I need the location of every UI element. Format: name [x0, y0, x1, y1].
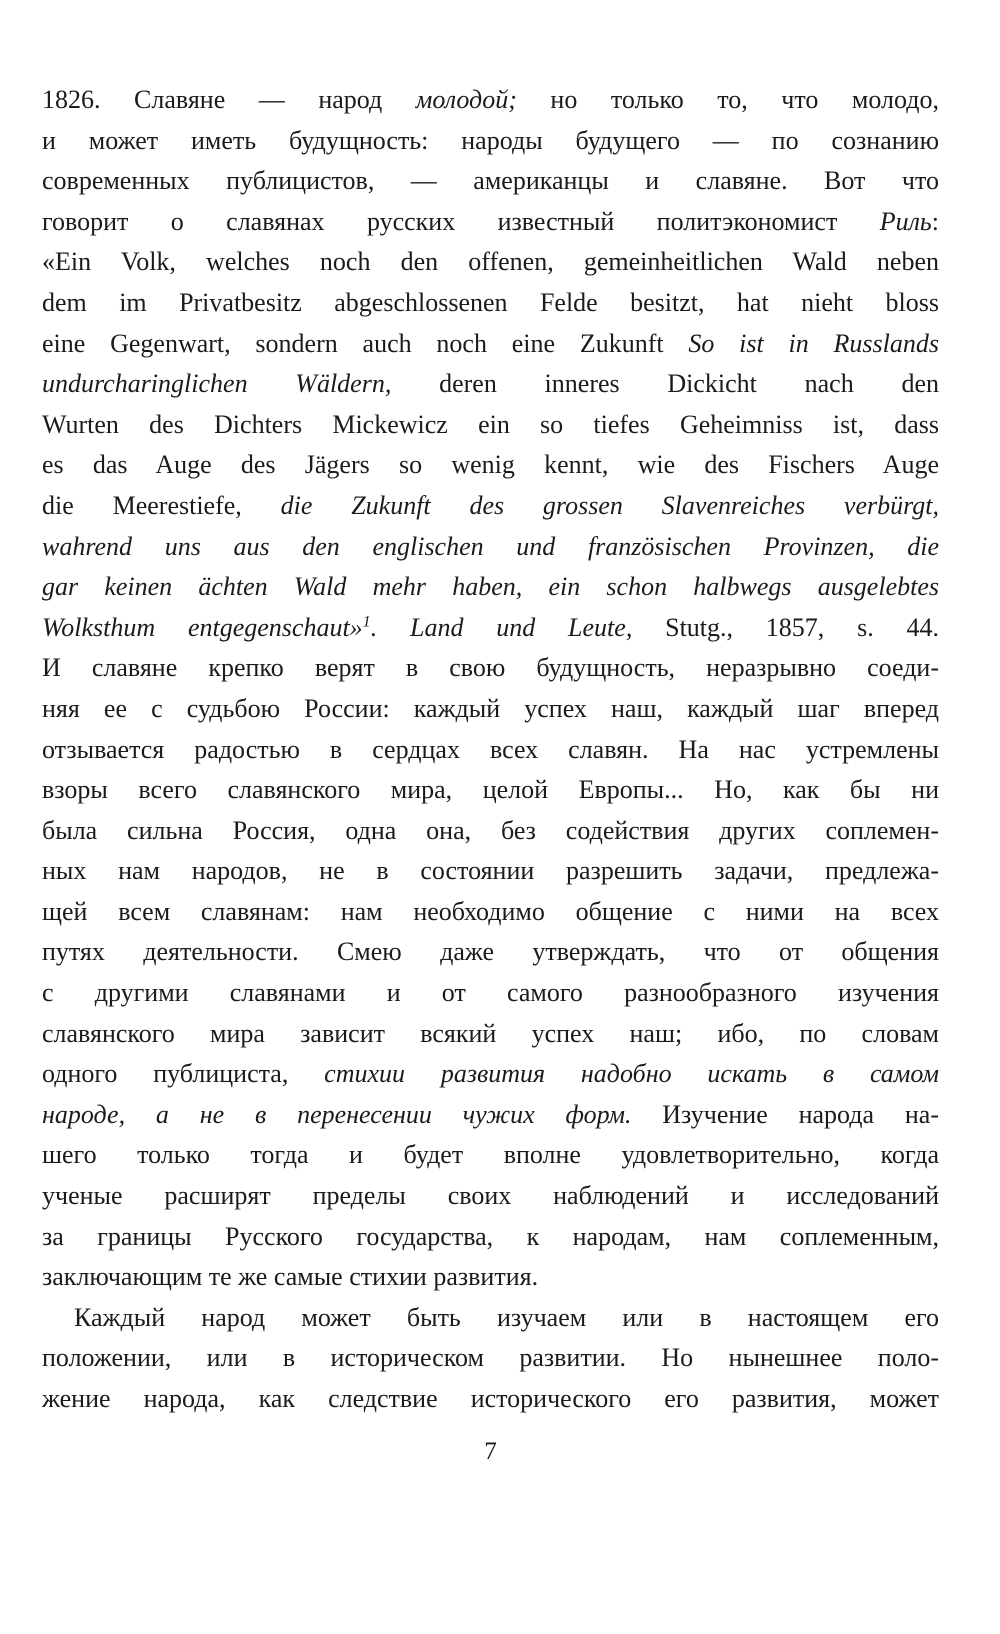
text-segment: стихии развития надобно искать в самом [324, 1059, 940, 1089]
text-line [42, 1338, 939, 1379]
text-segment: es das Auge des Jägers so wenig kennt, wie des Fischers Auge [42, 450, 939, 480]
footnote-marker: 1 [362, 613, 371, 631]
text-line [42, 445, 939, 486]
text-line [42, 1054, 939, 1095]
text-segment: undurcharinglichen Wäldern, [42, 369, 392, 399]
text-line [42, 770, 939, 811]
text-segment: славянского мира зависит всякий успех наш; ибо, по словам [42, 1018, 939, 1048]
text-segment: ученые расширят пределы своих наблюдений и исследований [42, 1181, 939, 1211]
text-segment: deren inneres Dickicht nach den [391, 369, 939, 399]
text-line [42, 1379, 939, 1420]
text-segment: Каждый народ может быть изучаем или в настоящем его [74, 1302, 939, 1332]
text-segment: няя ее с судьбою России: каждый успех наш, каждый шаг вперед [42, 693, 939, 723]
text-segment: 1826. Славяне — народ [42, 85, 416, 114]
text-segment: Изучение народа на- [631, 1099, 939, 1129]
text-line [42, 324, 939, 365]
text-segment: die Zukunft des grossen Slavenreiches verbürgt, [280, 490, 939, 520]
text-line [42, 527, 939, 568]
text-line [42, 1014, 939, 1055]
text-line [42, 608, 939, 649]
text-line [42, 1217, 939, 1258]
text-segment: положении, или в историческом развитии. Но нынешнее поло- [42, 1343, 939, 1373]
text-segment: Риль [879, 206, 932, 236]
text-line [42, 1176, 939, 1217]
text-segment: одного публициста, [42, 1059, 325, 1089]
text-line [42, 80, 939, 121]
text-segment: dem im Privatbesitz abgeschlossenen Felde besitzt, hat nieht bloss [42, 287, 939, 317]
text-segment: за границы Русского государства, к народам, нам соплеменным, [42, 1221, 939, 1251]
text-segment: щей всем славянам: нам необходимо общение с ними на всех [42, 896, 939, 926]
text-segment: eine Gegenwart, sondern auch noch eine Zukunft [42, 328, 689, 358]
text-line [42, 1298, 939, 1339]
text-line [42, 892, 939, 933]
text-segment: Wurten des Dichters Mickewicz ein so tiefes Geheimniss ist, dass [42, 409, 939, 439]
text-segment: Wolksthum entgegenschaut» [42, 612, 363, 642]
text-line [42, 730, 939, 771]
text-segment: «Ein Volk, welches noch den offenen, gemeinheitlichen Wald neben [42, 247, 939, 277]
text-line [42, 405, 939, 446]
text-line [42, 973, 939, 1014]
text-line [42, 1135, 939, 1176]
text-segment: wahrend uns aus den englischen und französischen Provinzen, die [42, 531, 939, 561]
text-segment: заключающим те же самые стихии развития. [42, 1262, 539, 1292]
text-line [42, 567, 939, 608]
text-segment: но только то, что молодо, [516, 85, 939, 114]
text-segment: . Land und Leute, [370, 612, 633, 642]
text-line [42, 364, 939, 405]
text-segment: И славяне крепко верят в свою будущность, неразрывно соеди- [42, 653, 939, 683]
text-line [42, 689, 939, 730]
text-segment: народе, а не в перенесении чужих форм. [42, 1099, 632, 1129]
text-segment: Stutg., 1857, s. 44. [632, 612, 939, 642]
text-line [42, 851, 939, 892]
text-segment: путях деятельности. Смею даже утверждать, что от общения [42, 937, 939, 967]
text-segment: и может иметь будущность: народы будущего — по сознанию [42, 125, 939, 155]
text-segment: So ist in Russlands [688, 328, 939, 358]
text-line [42, 486, 939, 527]
text-line [42, 932, 939, 973]
page-text [42, 80, 939, 1420]
text-segment: отзывается радостью в сердцах всех славян. На нас устремлены [42, 734, 939, 764]
text-line [42, 648, 939, 689]
text-segment: gar keinen ächten Wald mehr haben, ein schon halbwegs ausgelebtes [42, 572, 939, 602]
text-segment: была сильна Россия, одна она, без содействия других соплемен- [42, 815, 939, 845]
text-segment: взоры всего славянского мира, целой Европы... Но, как бы ни [42, 775, 939, 805]
text-segment: ных нам народов, не в состоянии разрешить задачи, предлежа- [42, 856, 939, 886]
text-segment: die Meerestiefe, [42, 490, 281, 520]
text-line [42, 121, 939, 162]
text-line [42, 811, 939, 852]
text-line [42, 283, 939, 324]
text-segment: шего только тогда и будет вполне удовлетворительно, когда [42, 1140, 939, 1170]
text-segment: молодой; [415, 85, 517, 114]
text-segment: жение народа, как следствие исторического его развития, может [42, 1384, 939, 1413]
text-segment: современных публицистов, — американцы и славяне. Вот что [42, 166, 939, 196]
text-line [42, 1095, 939, 1136]
text-line [42, 1257, 939, 1298]
text-segment: с другими славянами и от самого разнообразного изучения [42, 978, 939, 1008]
text-segment: говорит о славянах русских известный политэкономист [42, 206, 880, 236]
page-number: 7 [484, 1438, 497, 1465]
text-line [42, 242, 939, 283]
text-line [42, 202, 939, 243]
text-segment: : [931, 206, 939, 236]
text-line [42, 161, 939, 202]
